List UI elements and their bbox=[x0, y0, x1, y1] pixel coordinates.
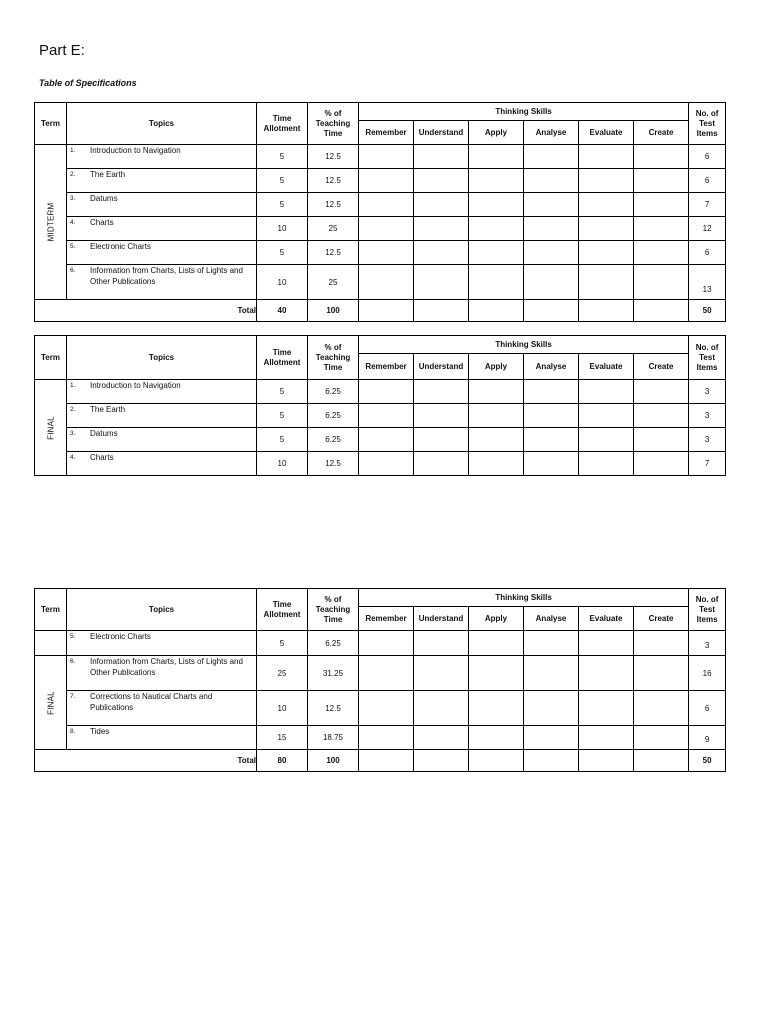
topic-cell bbox=[67, 691, 257, 726]
thinking-skills-header: Thinking Skills bbox=[359, 103, 689, 121]
skill-cell bbox=[359, 217, 414, 241]
items-cell: 7 bbox=[689, 452, 726, 476]
topic-name: Datums bbox=[90, 429, 118, 438]
topics-header: Topics bbox=[67, 336, 257, 380]
items-cell: 3 bbox=[689, 428, 726, 452]
skill-cell bbox=[469, 691, 524, 726]
skill-cell bbox=[414, 691, 469, 726]
skill-analyse-header: Analyse bbox=[524, 354, 579, 380]
pct-cell: 12.5 bbox=[308, 169, 359, 193]
skill-understand-header: Understand bbox=[414, 354, 469, 380]
items-cell: 9 bbox=[689, 726, 726, 750]
skill-analyse-header: Analyse bbox=[524, 121, 579, 145]
skill-cell bbox=[359, 300, 414, 322]
table-row bbox=[35, 145, 726, 169]
table-row bbox=[35, 217, 726, 241]
skill-cell bbox=[634, 726, 689, 750]
topic-name: The Earth bbox=[90, 170, 126, 179]
skill-cell bbox=[414, 193, 469, 217]
skill-cell bbox=[524, 145, 579, 169]
skill-cell bbox=[414, 452, 469, 476]
topics-header: Topics bbox=[67, 103, 257, 145]
pct-cell: 6.25 bbox=[308, 428, 359, 452]
skill-cell bbox=[634, 169, 689, 193]
topic-number: 1. bbox=[70, 382, 76, 389]
skill-cell bbox=[634, 300, 689, 322]
skill-remember-header: Remember bbox=[359, 354, 414, 380]
header-row bbox=[35, 589, 726, 607]
items-cell: 6 bbox=[689, 145, 726, 169]
skill-cell bbox=[469, 631, 524, 656]
items-cell: 16 bbox=[689, 656, 726, 691]
pct-cell: 25 bbox=[308, 217, 359, 241]
skill-cell bbox=[414, 656, 469, 691]
skill-cell bbox=[469, 265, 524, 300]
skill-cell bbox=[579, 300, 634, 322]
time-cell: 10 bbox=[257, 691, 308, 726]
table-row bbox=[35, 380, 726, 404]
skill-cell bbox=[469, 300, 524, 322]
topic-number: 7. bbox=[70, 693, 76, 700]
table-row bbox=[35, 404, 726, 428]
topic-cell bbox=[67, 217, 257, 241]
final-specification-table-1 bbox=[34, 335, 726, 476]
term-cell bbox=[35, 656, 67, 750]
time-cell: 10 bbox=[257, 217, 308, 241]
skill-cell bbox=[524, 428, 579, 452]
time-cell: 25 bbox=[257, 656, 308, 691]
skill-cell bbox=[414, 750, 469, 772]
items-cell: 6 bbox=[689, 691, 726, 726]
pct-cell: 18.75 bbox=[308, 726, 359, 750]
skill-cell bbox=[414, 169, 469, 193]
header-row bbox=[35, 336, 726, 354]
topics-header: Topics bbox=[67, 589, 257, 631]
skill-cell bbox=[359, 265, 414, 300]
skill-cell bbox=[469, 380, 524, 404]
table-subtitle: Table of Specifications bbox=[39, 78, 137, 88]
skill-cell bbox=[524, 691, 579, 726]
table-row bbox=[35, 193, 726, 217]
pct-cell: 12.5 bbox=[308, 241, 359, 265]
skill-cell bbox=[469, 217, 524, 241]
topic-name: Electronic Charts bbox=[90, 632, 151, 641]
total-pct-cell: 100 bbox=[308, 300, 359, 322]
topic-number: 8. bbox=[70, 728, 76, 735]
total-pct-cell: 100 bbox=[308, 750, 359, 772]
total-row bbox=[35, 750, 726, 772]
topic-name: Charts bbox=[90, 453, 114, 462]
skill-cell bbox=[579, 193, 634, 217]
thinking-skills-header: Thinking Skills bbox=[359, 589, 689, 607]
skill-cell bbox=[634, 217, 689, 241]
topic-cell bbox=[67, 145, 257, 169]
table-row bbox=[35, 265, 726, 300]
skill-apply-header: Apply bbox=[469, 607, 524, 631]
topic-name: Tides bbox=[90, 727, 110, 736]
skill-cell bbox=[634, 656, 689, 691]
topic-number: 6. bbox=[70, 267, 76, 274]
term-cell bbox=[35, 145, 67, 300]
skill-cell bbox=[634, 631, 689, 656]
skill-cell bbox=[634, 428, 689, 452]
skill-cell bbox=[359, 193, 414, 217]
topic-cell bbox=[67, 656, 257, 691]
skill-cell bbox=[579, 265, 634, 300]
skill-cell bbox=[359, 656, 414, 691]
skill-evaluate-header: Evaluate bbox=[579, 607, 634, 631]
items-cell: 7 bbox=[689, 193, 726, 217]
topic-cell bbox=[67, 631, 257, 656]
skill-cell bbox=[359, 452, 414, 476]
items-cell: 13 bbox=[689, 265, 726, 300]
topic-name: Charts bbox=[90, 218, 114, 227]
part-title: Part E: bbox=[39, 42, 85, 59]
topic-number: 1. bbox=[70, 147, 76, 154]
term-label: FINAL bbox=[46, 415, 55, 440]
skill-cell bbox=[414, 145, 469, 169]
skill-cell bbox=[524, 193, 579, 217]
test-items-header: No. of Test Items bbox=[689, 103, 726, 145]
time-allotment-header: Time Allotment bbox=[257, 336, 308, 380]
skill-cell bbox=[634, 452, 689, 476]
skill-cell bbox=[524, 631, 579, 656]
skill-cell bbox=[634, 241, 689, 265]
skill-cell bbox=[359, 428, 414, 452]
skill-cell bbox=[579, 452, 634, 476]
time-allotment-header: Time Allotment bbox=[257, 589, 308, 631]
topic-number: 5. bbox=[70, 243, 76, 250]
topic-number: 6. bbox=[70, 658, 76, 665]
skill-cell bbox=[414, 631, 469, 656]
topic-cell bbox=[67, 193, 257, 217]
topic-name: Information from Charts, Lists of Lights and Other Publications bbox=[90, 266, 243, 286]
skill-cell bbox=[524, 265, 579, 300]
table-row bbox=[35, 726, 726, 750]
skill-create-header: Create bbox=[634, 607, 689, 631]
total-label: Total bbox=[35, 300, 257, 322]
pct-cell: 31.25 bbox=[308, 656, 359, 691]
term-label: FINAL bbox=[46, 690, 55, 715]
topic-number: 2. bbox=[70, 171, 76, 178]
skill-cell bbox=[359, 691, 414, 726]
teaching-time-header: % of Teaching Time bbox=[308, 589, 359, 631]
skill-cell bbox=[524, 750, 579, 772]
topic-name: Corrections to Nautical Charts and Publications bbox=[90, 692, 213, 712]
pct-cell: 12.5 bbox=[308, 691, 359, 726]
skill-cell bbox=[579, 631, 634, 656]
time-cell: 15 bbox=[257, 726, 308, 750]
teaching-time-header: % of Teaching Time bbox=[308, 336, 359, 380]
term-header: Term bbox=[35, 336, 67, 380]
test-items-header: No. of Test Items bbox=[689, 589, 726, 631]
total-items-cell: 50 bbox=[689, 750, 726, 772]
table-row bbox=[35, 631, 726, 656]
topic-name: The Earth bbox=[90, 405, 126, 414]
topic-number: 2. bbox=[70, 406, 76, 413]
time-cell: 10 bbox=[257, 452, 308, 476]
time-cell: 5 bbox=[257, 428, 308, 452]
skill-cell bbox=[579, 691, 634, 726]
skill-cell bbox=[414, 265, 469, 300]
time-cell: 5 bbox=[257, 145, 308, 169]
items-cell: 3 bbox=[689, 380, 726, 404]
pct-cell: 12.5 bbox=[308, 145, 359, 169]
total-time-cell: 40 bbox=[257, 300, 308, 322]
skill-remember-header: Remember bbox=[359, 607, 414, 631]
skill-cell bbox=[359, 750, 414, 772]
skill-cell bbox=[579, 750, 634, 772]
items-cell: 3 bbox=[689, 404, 726, 428]
total-items-cell: 50 bbox=[689, 300, 726, 322]
final-specification-table-2 bbox=[34, 588, 726, 772]
time-cell: 10 bbox=[257, 265, 308, 300]
topic-name: Introduction to Navigation bbox=[90, 146, 181, 155]
skill-cell bbox=[579, 726, 634, 750]
table-row bbox=[35, 241, 726, 265]
items-cell: 3 bbox=[689, 631, 726, 656]
header-row bbox=[35, 103, 726, 121]
topic-cell bbox=[67, 404, 257, 428]
skill-apply-header: Apply bbox=[469, 354, 524, 380]
term-label: MIDTERM bbox=[46, 202, 55, 242]
skill-cell bbox=[414, 428, 469, 452]
topic-cell bbox=[67, 452, 257, 476]
pct-cell: 12.5 bbox=[308, 452, 359, 476]
topic-number: 3. bbox=[70, 430, 76, 437]
skill-cell bbox=[469, 656, 524, 691]
skill-cell bbox=[524, 404, 579, 428]
midterm-specification-table bbox=[34, 102, 726, 322]
topic-cell bbox=[67, 169, 257, 193]
skill-cell bbox=[524, 169, 579, 193]
skill-apply-header: Apply bbox=[469, 121, 524, 145]
skill-cell bbox=[579, 380, 634, 404]
total-row bbox=[35, 300, 726, 322]
skill-evaluate-header: Evaluate bbox=[579, 354, 634, 380]
time-cell: 5 bbox=[257, 404, 308, 428]
skill-cell bbox=[524, 380, 579, 404]
skill-cell bbox=[414, 726, 469, 750]
skill-cell bbox=[524, 726, 579, 750]
pct-cell: 12.5 bbox=[308, 193, 359, 217]
skill-cell bbox=[469, 750, 524, 772]
skill-cell bbox=[414, 380, 469, 404]
skill-cell bbox=[579, 428, 634, 452]
skill-cell bbox=[634, 691, 689, 726]
skill-cell bbox=[634, 750, 689, 772]
pct-cell: 25 bbox=[308, 265, 359, 300]
topic-cell bbox=[67, 265, 257, 300]
topic-name: Electronic Charts bbox=[90, 242, 151, 251]
skill-cell bbox=[359, 726, 414, 750]
skill-cell bbox=[414, 241, 469, 265]
skill-cell bbox=[359, 241, 414, 265]
pct-cell: 6.25 bbox=[308, 631, 359, 656]
skill-cell bbox=[524, 300, 579, 322]
term-cell-empty bbox=[35, 631, 67, 656]
skill-cell bbox=[359, 380, 414, 404]
skill-cell bbox=[579, 241, 634, 265]
skill-cell bbox=[579, 145, 634, 169]
total-time-cell: 80 bbox=[257, 750, 308, 772]
term-header: Term bbox=[35, 589, 67, 631]
pct-cell: 6.25 bbox=[308, 404, 359, 428]
skill-cell bbox=[469, 145, 524, 169]
skill-cell bbox=[469, 241, 524, 265]
time-cell: 5 bbox=[257, 631, 308, 656]
topic-name: Introduction to Navigation bbox=[90, 381, 181, 390]
topic-cell bbox=[67, 241, 257, 265]
topic-cell bbox=[67, 428, 257, 452]
skill-understand-header: Understand bbox=[414, 607, 469, 631]
items-cell: 6 bbox=[689, 241, 726, 265]
skill-cell bbox=[634, 265, 689, 300]
skill-evaluate-header: Evaluate bbox=[579, 121, 634, 145]
topic-name: Information from Charts, Lists of Lights and Other Publications bbox=[90, 657, 243, 677]
time-cell: 5 bbox=[257, 241, 308, 265]
table-row bbox=[35, 656, 726, 691]
skill-create-header: Create bbox=[634, 121, 689, 145]
time-allotment-header: Time Allotment bbox=[257, 103, 308, 145]
skill-cell bbox=[469, 193, 524, 217]
skill-cell bbox=[579, 404, 634, 428]
skill-cell bbox=[634, 380, 689, 404]
skill-cell bbox=[524, 217, 579, 241]
topic-number: 3. bbox=[70, 195, 76, 202]
skill-cell bbox=[469, 726, 524, 750]
skill-cell bbox=[469, 452, 524, 476]
total-label: Total bbox=[35, 750, 257, 772]
skill-cell bbox=[414, 300, 469, 322]
table-row bbox=[35, 428, 726, 452]
skill-create-header: Create bbox=[634, 354, 689, 380]
pct-cell: 6.25 bbox=[308, 380, 359, 404]
items-cell: 12 bbox=[689, 217, 726, 241]
items-cell: 6 bbox=[689, 169, 726, 193]
skill-cell bbox=[634, 193, 689, 217]
skill-cell bbox=[414, 404, 469, 428]
topic-cell bbox=[67, 380, 257, 404]
time-cell: 5 bbox=[257, 380, 308, 404]
thinking-skills-header: Thinking Skills bbox=[359, 336, 689, 354]
topic-number: 4. bbox=[70, 454, 76, 461]
skill-cell bbox=[579, 217, 634, 241]
skill-cell bbox=[414, 217, 469, 241]
skill-cell bbox=[359, 404, 414, 428]
skill-cell bbox=[469, 404, 524, 428]
time-cell: 5 bbox=[257, 169, 308, 193]
skill-cell bbox=[524, 241, 579, 265]
skill-cell bbox=[579, 169, 634, 193]
test-items-header: No. of Test Items bbox=[689, 336, 726, 380]
topic-number: 4. bbox=[70, 219, 76, 226]
topic-number: 5. bbox=[70, 633, 76, 640]
skill-cell bbox=[524, 452, 579, 476]
skill-cell bbox=[359, 145, 414, 169]
skill-cell bbox=[359, 631, 414, 656]
term-header: Term bbox=[35, 103, 67, 145]
skill-cell bbox=[469, 428, 524, 452]
table-row bbox=[35, 452, 726, 476]
skill-understand-header: Understand bbox=[414, 121, 469, 145]
topic-cell bbox=[67, 726, 257, 750]
table-row bbox=[35, 169, 726, 193]
topic-name: Datums bbox=[90, 194, 118, 203]
skill-cell bbox=[359, 169, 414, 193]
time-cell: 5 bbox=[257, 193, 308, 217]
skill-remember-header: Remember bbox=[359, 121, 414, 145]
table-row bbox=[35, 691, 726, 726]
term-cell bbox=[35, 380, 67, 476]
skill-cell bbox=[524, 656, 579, 691]
teaching-time-header: % of Teaching Time bbox=[308, 103, 359, 145]
skill-cell bbox=[579, 656, 634, 691]
skill-cell bbox=[634, 145, 689, 169]
skill-analyse-header: Analyse bbox=[524, 607, 579, 631]
skill-cell bbox=[469, 169, 524, 193]
skill-cell bbox=[634, 404, 689, 428]
